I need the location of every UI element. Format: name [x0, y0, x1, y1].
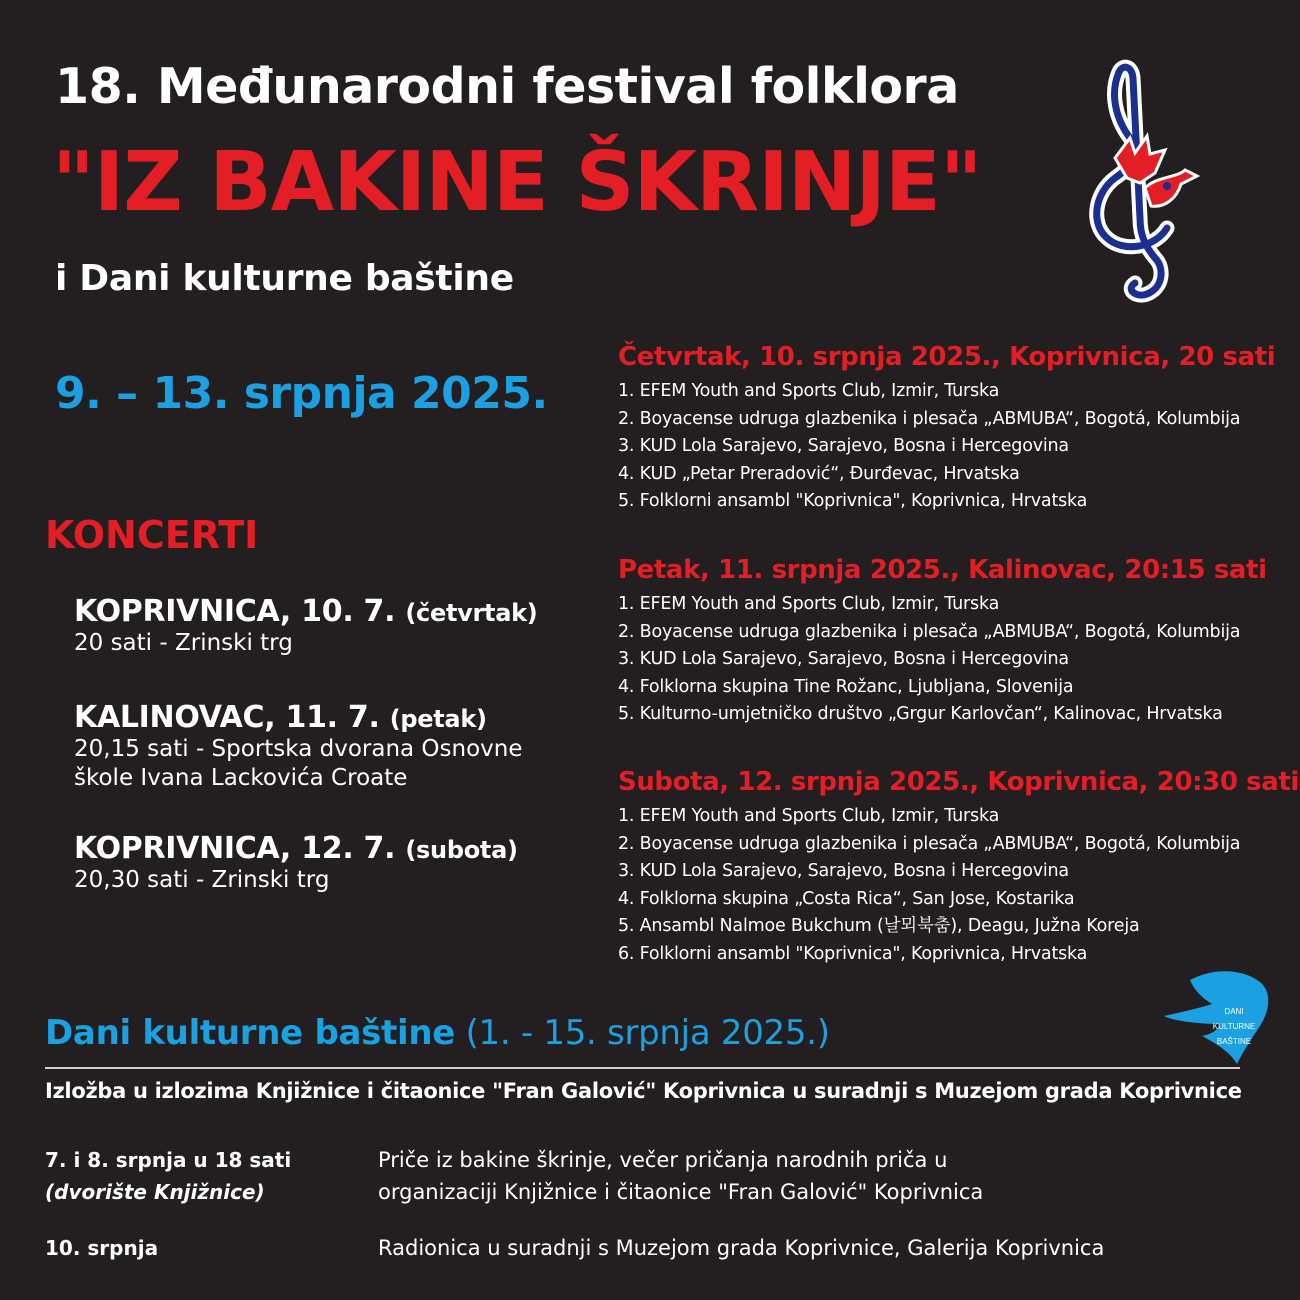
program-item: 2. Boyacense udruga glazbenika i plesača „ABMUBA“, Bogotá, Kolumbija — [618, 833, 1241, 854]
event-date-text: 10. srpnja — [45, 1236, 159, 1260]
concerts-heading: KONCERTI — [45, 513, 259, 557]
event-date — [45, 1232, 158, 1264]
concert-detail: 20 sati - Zrinski trg — [74, 630, 293, 656]
program-item: 2. Boyacense udruga glazbenika i plesača „ABMUBA“, Bogotá, Kolumbija — [618, 621, 1241, 642]
program-item: 2. Boyacense udruga glazbenika i plesača „ABMUBA“, Bogotá, Kolumbija — [618, 408, 1241, 429]
concert-detail: 20,30 sati - Zrinski trg — [74, 867, 330, 893]
event-date — [45, 1144, 291, 1208]
heritage-days-title: Dani kulturne baštine — [45, 1013, 456, 1053]
concert-day: (petak) — [389, 705, 487, 733]
exhibition-note: Izložba u izlozima Knjižnice i čitaonice "Fran Galović" Koprivnica u suradnji s Muzejom grada Koprivnice — [45, 1079, 1242, 1103]
program-item: 3. KUD Lola Sarajevo, Sarajevo, Bosna i Hercegovina — [618, 436, 1069, 456]
concert-place: KALINOVAC, 11. 7. — [74, 700, 380, 735]
event-description — [378, 1232, 1104, 1264]
concert-title — [74, 594, 537, 629]
program-item: 4. Folklorna skupina Tine Rožanc, Ljubljana, Slovenija — [618, 676, 1074, 697]
festival-tagline: i Dani kulturne baštine — [55, 258, 514, 299]
concert-title — [74, 831, 518, 866]
program-list — [618, 378, 1278, 516]
blue-bird-logo-icon — [1162, 968, 1272, 1068]
heritage-days-period: (1. - 15. srpnja 2025.) — [465, 1013, 830, 1053]
program-heading: Četvrtak, 10. srpnja 2025., Koprivnica, 20 sati — [618, 342, 1276, 372]
event-date-text: 7. i 8. srpnja u 18 sati — [45, 1148, 292, 1172]
concert-title — [74, 700, 523, 735]
program-subota — [618, 767, 1299, 968]
concert-day: (subota) — [405, 836, 518, 864]
program-item: 4. Folklorna skupina „Costa Rica“, San Jose, Kostarika — [618, 888, 1075, 909]
concert-day: (četvrtak) — [405, 599, 538, 627]
program-item: 6. Folklorni ansambl "Koprivnica", Koprivnica, Hrvatska — [618, 943, 1088, 964]
program-item: 5. Folklorni ansambl "Koprivnica", Koprivnica, Hrvatska — [618, 491, 1088, 511]
logo-text: KULTURNE — [1212, 1022, 1256, 1031]
program-petak — [618, 555, 1278, 729]
festival-title: "IZ BAKINE ŠKRINJE" — [52, 135, 982, 230]
program-item: 1. EFEM Youth and Sports Club, Izmir, Turska — [618, 806, 1000, 826]
event-description-line: Priče iz bakine škrinje, večer pričanja narodnih priča u — [378, 1148, 948, 1172]
concert-detail: škole Ivana Lackovića Croate — [74, 765, 408, 791]
logo-text: BAŠTINE — [1216, 1037, 1252, 1046]
program-item: 3. KUD Lola Sarajevo, Sarajevo, Bosna i Hercegovina — [618, 649, 1069, 669]
concert-kalinovac-11-7 — [74, 700, 523, 793]
event-place: (dvorište Knjižnice) — [45, 1180, 265, 1204]
program-item: 1. EFEM Youth and Sports Club, Izmir, Turska — [618, 381, 1000, 401]
program-item: 4. KUD „Petar Preradović“, Đurđevac, Hrvatska — [618, 463, 1020, 484]
program-list — [618, 591, 1278, 729]
festival-date-range: 9. – 13. srpnja 2025. — [55, 368, 548, 419]
concert-koprivnica-10-7 — [74, 594, 537, 658]
heritage-days-heading — [45, 1013, 830, 1053]
program-item: 3. KUD Lola Sarajevo, Sarajevo, Bosna i Hercegovina — [618, 861, 1069, 881]
event-description-line: Radionica u suradnji s Muzejom grada Koprivnice, Galerija Koprivnica — [378, 1236, 1105, 1260]
festival-subtitle: 18. Međunarodni festival folklora — [55, 58, 959, 115]
program-cetvrtak — [618, 342, 1278, 516]
event-description — [378, 1144, 983, 1208]
program-item: 5. Kulturno-umjetničko društvo „Grgur Karlovčan“, Kalinovac, Hrvatska — [618, 704, 1223, 724]
program-list — [618, 803, 1278, 968]
concert-place: KOPRIVNICA, 12. 7. — [74, 831, 396, 866]
logo-text: DANI — [1224, 1007, 1244, 1016]
program-item: 5. Ansambl Nalmoe Bukchum (날뫼북춤), Deagu, Južna Koreja — [618, 916, 1140, 936]
program-heading: Subota, 12. srpnja 2025., Koprivnica, 20:30 sati — [618, 767, 1299, 797]
concert-detail: 20,15 sati - Sportska dvorana Osnovne — [74, 736, 523, 762]
event-description-line: organizaciji Knjižnice i čitaonice "Fran Galović" Koprivnica — [378, 1180, 984, 1204]
program-item: 1. EFEM Youth and Sports Club, Izmir, Turska — [618, 594, 1000, 614]
program-heading: Petak, 11. srpnja 2025., Kalinovac, 20:15 sati — [618, 555, 1267, 585]
concert-koprivnica-12-7 — [74, 831, 518, 895]
treble-clef-bird-logo-icon — [1085, 58, 1205, 303]
divider — [45, 1067, 1240, 1069]
concert-place: KOPRIVNICA, 10. 7. — [74, 594, 396, 629]
